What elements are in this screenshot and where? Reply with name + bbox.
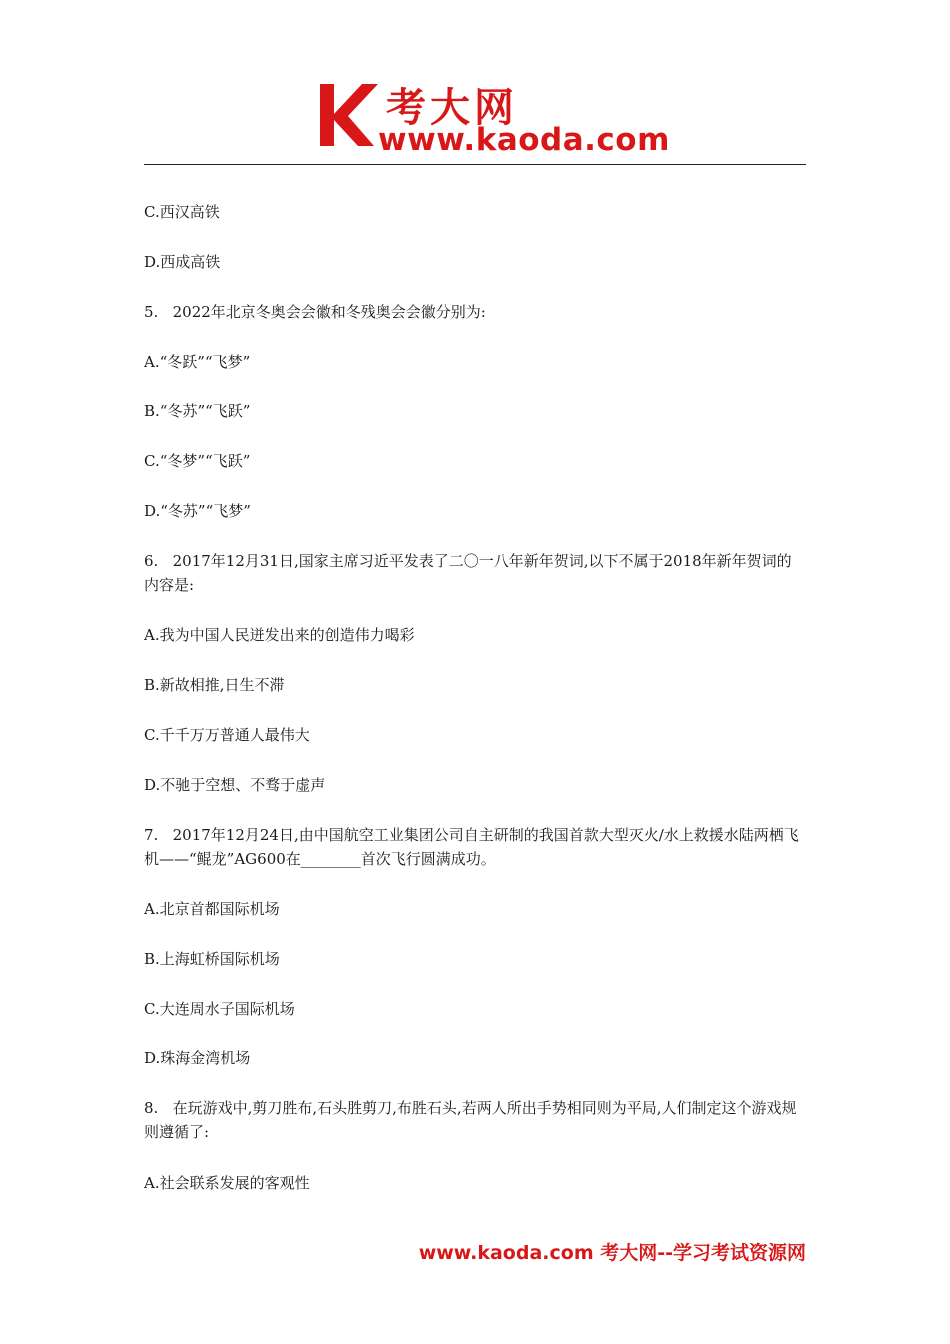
k-logo-icon bbox=[318, 80, 380, 150]
option-text: B.上海虹桥国际机场 bbox=[144, 950, 280, 968]
option-text: D.珠海金湾机场 bbox=[144, 1049, 251, 1067]
option-text: A.“冬跃”“飞梦” bbox=[144, 353, 251, 371]
logo-url: www.kaoda.com bbox=[378, 122, 670, 158]
option-text: C.“冬梦”“飞跃” bbox=[144, 452, 251, 470]
question-text: 5. 2022年北京冬奥会会徽和冬残奥会会徽分别为: bbox=[144, 303, 486, 321]
option-text: C.大连周水子国际机场 bbox=[144, 1000, 295, 1018]
logo-chinese-name: 考大网 bbox=[386, 85, 518, 131]
option-text: C.西汉高铁 bbox=[144, 203, 220, 221]
header-divider bbox=[144, 164, 806, 165]
option-text: D.西成高铁 bbox=[144, 253, 221, 271]
option-text: D.“冬苏”“飞梦” bbox=[144, 502, 251, 520]
question-text: 6. 2017年12月31日,国家主席习近平发表了二〇一八年新年贺词,以下不属于2018年新年贺词的内容是: bbox=[144, 552, 792, 594]
option-text: C.千千万万普通人最伟大 bbox=[144, 726, 310, 744]
option-text: A.我为中国人民迸发出来的创造伟力喝彩 bbox=[144, 626, 415, 644]
kaoda-logo[interactable] bbox=[318, 80, 670, 162]
question-text: 7. 2017年12月24日,由中国航空工业集团公司自主研制的我国首款大型灭火/水上救援水陆两栖飞机——“鲲龙”AG600在________首次飞行圆满成功。 bbox=[144, 826, 799, 868]
option-text: A.北京首都国际机场 bbox=[144, 900, 280, 918]
option-text: B.新故相推,日生不滞 bbox=[144, 676, 285, 694]
option-text: A.社会联系发展的客观性 bbox=[144, 1174, 310, 1192]
option-text: B.“冬苏”“飞跃” bbox=[144, 402, 251, 420]
question-text: 8. 在玩游戏中,剪刀胜布,石头胜剪刀,布胜石头,若两人所出手势相同则为平局,人们制定这个游戏规则遵循了: bbox=[144, 1099, 797, 1141]
option-text: D.不驰于空想、不骛于虚声 bbox=[144, 776, 326, 794]
footer-link[interactable]: www.kaoda.com 考大网--学习考试资源网 bbox=[418, 1242, 806, 1264]
page-header bbox=[0, 0, 950, 170]
